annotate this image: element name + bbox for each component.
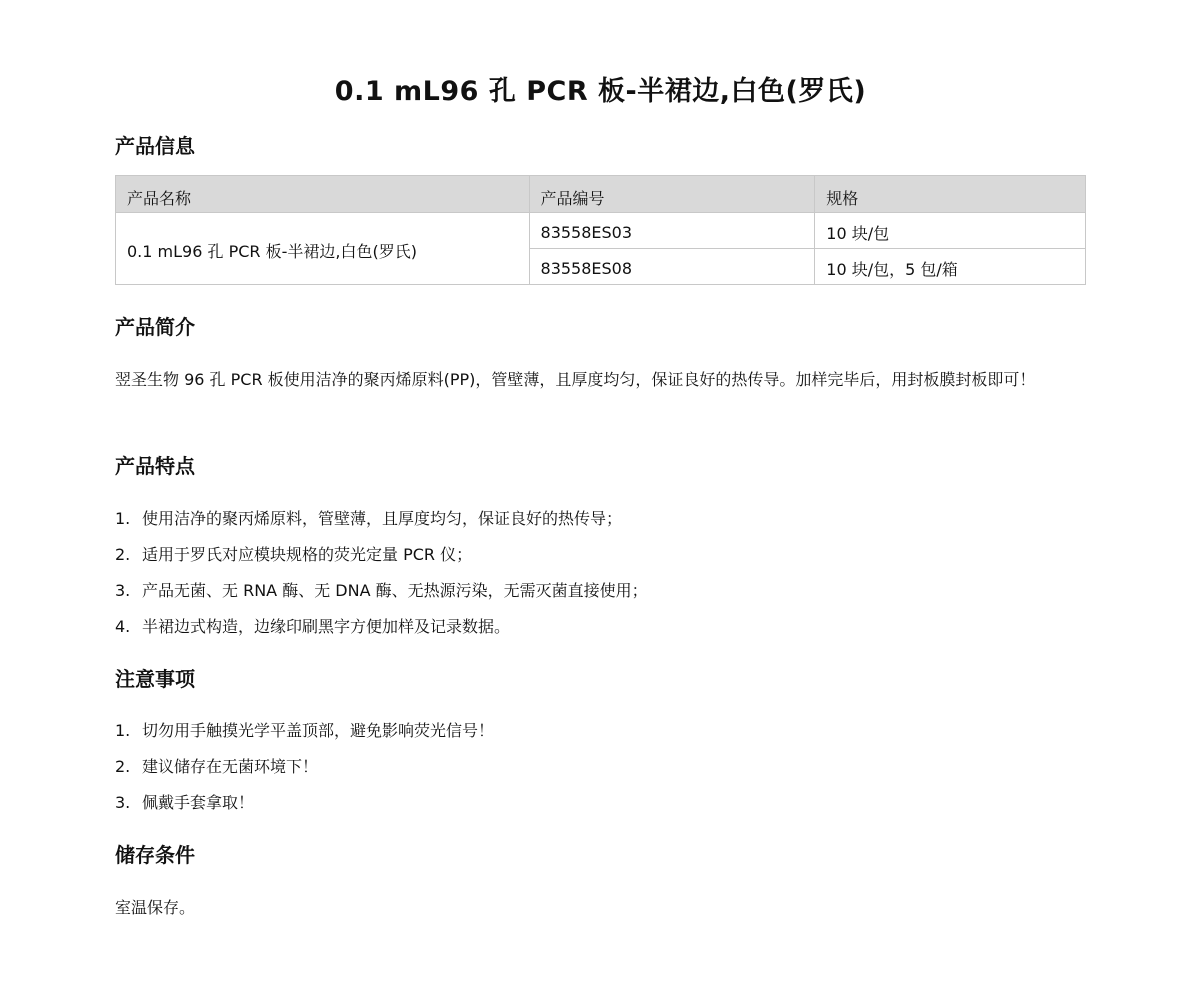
list-item-text: 建议储存在无菌环境下！ (142, 757, 319, 776)
list-item-number: 2. (115, 545, 131, 564)
section-heading-features: 产品特点 (115, 454, 195, 478)
list-item-number: 1. (115, 509, 131, 528)
list-item (115, 609, 1086, 645)
section-heading-intro: 产品简介 (115, 315, 195, 339)
list-item-text: 适用于罗氏对应模块规格的荧光定量 PCR 仪； (142, 545, 473, 564)
table-header-product-code: 产品编号 (529, 176, 815, 213)
section-heading-notes: 注意事项 (115, 667, 195, 691)
list-item (115, 713, 1086, 749)
table-cell-product-code: 83558ES03 (529, 213, 815, 249)
list-item (115, 573, 1086, 609)
features-list (115, 501, 1086, 645)
list-item-text: 产品无菌、无 RNA 酶、无 DNA 酶、无热源污染，无需灭菌直接使用； (142, 581, 648, 600)
list-item-text: 切勿用手触摸光学平盖顶部，避免影响荧光信号！ (142, 721, 495, 740)
table-cell-spec: 10 块/包，5 包/箱 (815, 249, 1086, 285)
table-header-spec: 规格 (815, 176, 1086, 213)
section-heading-product-info: 产品信息 (115, 134, 195, 158)
list-item (115, 501, 1086, 537)
list-item-number: 1. (115, 721, 131, 740)
document-title: 0.1 mL96 孔 PCR 板-半裙边,白色(罗氏) (334, 76, 867, 107)
list-item-text: 使用洁净的聚丙烯原料，管壁薄，且厚度均匀，保证良好的热传导； (142, 509, 623, 528)
list-item-number: 4. (115, 617, 131, 636)
table-cell-product-code: 83558ES08 (529, 249, 815, 285)
intro-paragraph: 翌圣生物 96 孔 PCR 板使用洁净的聚丙烯原料(PP)，管壁薄，且厚度均匀，保证良好的热传导。加样完毕后，用封板膜封板即可！ (115, 370, 1036, 389)
table-cell-spec: 10 块/包 (815, 213, 1086, 249)
table-header-row (116, 176, 1086, 213)
storage-paragraph: 室温保存。 (115, 898, 196, 917)
list-item-number: 3. (115, 793, 131, 812)
table-cell-product-name: 0.1 mL96 孔 PCR 板-半裙边,白色(罗氏) (116, 213, 530, 285)
list-item-text: 佩戴手套拿取！ (142, 793, 255, 812)
notes-list (115, 713, 1086, 821)
list-item (115, 749, 1086, 785)
table-row (116, 213, 1086, 249)
list-item-number: 3. (115, 581, 131, 600)
product-info-table (115, 175, 1086, 285)
table-header-product-name: 产品名称 (116, 176, 530, 213)
list-item (115, 785, 1086, 821)
list-item-text: 半裙边式构造，边缘印刷黑字方便加样及记录数据。 (142, 617, 511, 636)
list-item (115, 537, 1086, 573)
list-item-number: 2. (115, 757, 131, 776)
section-heading-storage: 储存条件 (115, 843, 195, 867)
